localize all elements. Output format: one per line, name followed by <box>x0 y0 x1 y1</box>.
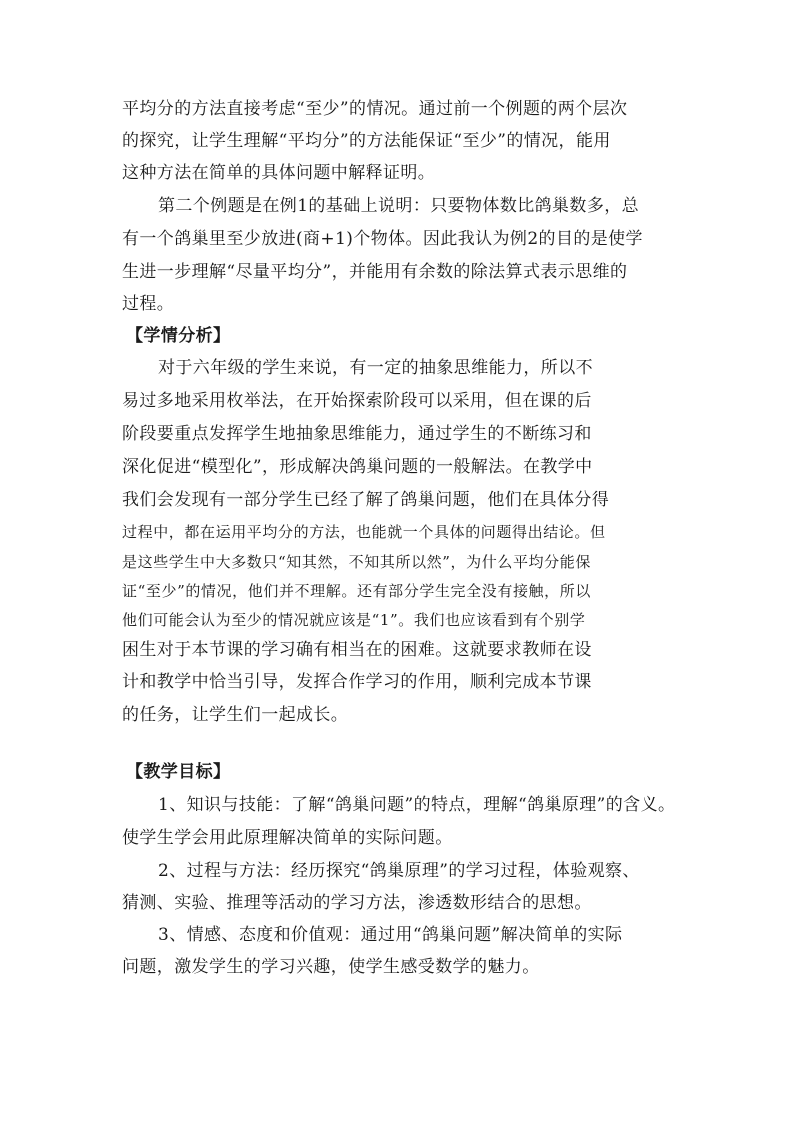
analysis-line-7: 是这些学生中大多数只“知其然，不知其所以然”，为什么平均分能保 <box>122 553 591 571</box>
analysis-line-9: 他们可能会认为至少的情况就应该是“1”。我们也应该看到有个别学 <box>122 611 586 629</box>
intro-line-2: 的探究，让学生理解“平均分”的方法能保证“至少”的情况，能用 <box>122 131 611 151</box>
analysis-line-5: 我们会发现有一部分学生已经了解了鸽巢问题，他们在具体分得 <box>122 490 610 510</box>
goals-line-5: 3、情感、态度和价值观：通过用“鸽巢问题”解决简单的实际 <box>158 925 623 945</box>
analysis-line-6: 过程中，都在运用平均分的方法，也能就一个具体的问题得出结论。但 <box>122 523 606 541</box>
goals-heading: 【教学目标】 <box>126 762 231 782</box>
example2-line-4: 过程。 <box>122 294 175 314</box>
example2-line-2: 有一个鸽巢里至少放进(商+1)个物体。因此我认为例2的目的是使学 <box>122 229 643 249</box>
goals-line-1: 1、知识与技能：了解“鸽巢问题”的特点，理解“鸽巢原理”的含义。 <box>158 795 676 815</box>
example2-line-1: 第二个例题是在例1的基础上说明：只要物体数比鸽巢数多，总 <box>158 196 640 216</box>
example2-line-3: 生进一步理解“尽量平均分”，并能用有余数的除法算式表示思维的 <box>122 262 628 282</box>
analysis-line-1: 对于六年级的学生来说，有一定的抽象思维能力，所以不 <box>158 358 593 378</box>
goals-line-4: 猜测、实验、推理等活动的学习方法，渗透数形结合的思想。 <box>122 893 592 913</box>
intro-line-1: 平均分的方法直接考虑“至少”的情况。通过前一个例题的两个层次 <box>122 99 628 119</box>
analysis-line-3: 阶段要重点发挥学生地抽象思维能力，通过学生的不断练习和 <box>122 424 592 444</box>
analysis-line-4: 深化促进“模型化”，形成解决鸽巢问题的一般解法。在教学中 <box>122 457 593 477</box>
goals-line-3: 2、过程与方法：经历探究“鸽巢原理”的学习过程，体验观察、 <box>158 861 640 881</box>
goals-line-2: 使学生学会用此原理解决简单的实际问题。 <box>122 828 453 848</box>
analysis-line-11: 计和教学中恰当引导，发挥合作学习的作用，顺利完成本节课 <box>122 672 592 692</box>
analysis-line-2: 易过多地采用枚举法，在开始探索阶段可以采用，但在课的后 <box>122 391 592 411</box>
intro-line-3: 这种方法在简单的具体问题中解释证明。 <box>122 163 436 183</box>
analysis-line-12: 的任务，让学生们一起成长。 <box>122 705 349 725</box>
goals-line-6: 问题，激发学生的学习兴趣，使学生感受数学的魅力。 <box>122 957 540 977</box>
analysis-line-10: 困生对于本节课的学习确有相当在的困难。这就要求教师在设 <box>122 640 592 660</box>
analysis-line-8: 证“至少”的情况，他们并不理解。还有部分学生完全没有接触，所以 <box>122 582 591 600</box>
analysis-heading: 【学情分析】 <box>126 326 231 346</box>
